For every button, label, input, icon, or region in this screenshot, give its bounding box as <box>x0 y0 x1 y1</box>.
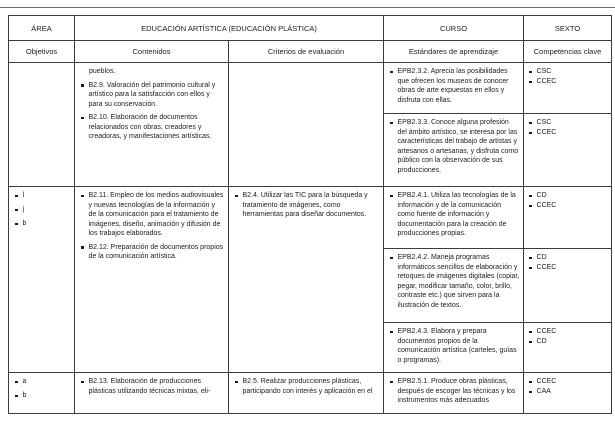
list-item-text: EPB2.4.3. Elabora y prepara documentos propios de la comunicación artística (carteles, guías o programas). <box>397 328 517 364</box>
list-item <box>529 128 607 138</box>
header-contenidos: Contenidos <box>75 41 229 63</box>
list-item <box>81 243 224 262</box>
competencias-list <box>529 253 607 273</box>
table-row <box>9 63 612 114</box>
list-item <box>81 377 224 396</box>
bullet-icon <box>15 195 18 198</box>
bullet-icon <box>529 195 532 198</box>
competencias-list <box>529 327 607 347</box>
list-item-text: CCEC <box>536 78 557 85</box>
bullet-icon <box>529 81 532 84</box>
contenidos-list <box>81 81 224 142</box>
list-item <box>529 67 607 77</box>
list-item-text: EPB2.3.3. Conoce alguna profesión del ámbito artístico, se interesa por las características del trabajo de artistas y artesanos o artesanas, y disfruta como público con la observación de sus producciones. <box>397 119 519 174</box>
list-item <box>15 377 70 387</box>
objetivos-cell <box>9 187 75 373</box>
list-item <box>529 337 607 347</box>
contenidos-continuation: pueblos. <box>89 68 116 75</box>
list-item <box>529 253 607 263</box>
criterios-list <box>235 377 379 396</box>
list-item <box>390 377 520 406</box>
list-item-text: CCEC <box>536 328 557 335</box>
list-item-text: B2.5. Realizar producciones plásticas, participando con interés y aplicación en el <box>242 378 373 395</box>
bullet-icon <box>15 223 18 226</box>
list-item <box>390 118 520 175</box>
list-item <box>81 81 224 110</box>
bullet-icon <box>15 381 18 384</box>
estandar-cell <box>384 323 524 373</box>
list-item-text: EPB2.5.1. Produce obras plásticas, después de escoger las técnicas y los instrumentos más adecuados <box>397 378 516 404</box>
bullet-icon <box>529 267 532 270</box>
list-item <box>529 118 607 128</box>
list-item-text: CSC <box>536 119 552 126</box>
bullet-icon <box>390 71 393 74</box>
header-area: ÁREA <box>9 16 75 41</box>
list-item <box>15 219 70 229</box>
competencias-list <box>529 191 607 211</box>
estandar-list <box>390 118 520 175</box>
list-item-text: CAA <box>536 388 551 395</box>
list-item <box>81 113 224 142</box>
list-item-text: EPB2.4.2. Maneja programas informáticos sencillos de elaboración y retoques de imágenes digitales (copiar, pegar, modificar tamaño, color, brillo, contraste etc.) que sirven para la ilustración de textos. <box>397 254 520 309</box>
list-item-text: CD <box>536 338 547 345</box>
list-item-text: EPB2.3.2. Aprecia las posibilidades que ofrecen los museos de conocer obras de arte expuestas en ellos y disfruta con ellas. <box>397 68 509 104</box>
estandar-list <box>390 191 520 239</box>
estandar-list <box>390 377 520 406</box>
bullet-icon <box>15 209 18 212</box>
list-item-text: j <box>22 206 25 213</box>
estandar-cell <box>384 187 524 249</box>
competencias-list <box>529 67 607 87</box>
contenidos-list <box>81 191 224 262</box>
estandar-cell <box>384 114 524 187</box>
table-header-row-2 <box>9 41 612 63</box>
estandar-list <box>390 253 520 310</box>
list-item <box>81 191 224 239</box>
estandar-cell <box>384 249 524 323</box>
page-top-rule <box>0 7 615 8</box>
bullet-icon <box>529 381 532 384</box>
contenidos-cell <box>75 373 229 414</box>
contenidos-cell <box>75 63 229 187</box>
list-item <box>529 201 607 211</box>
list-item-text: CCEC <box>536 378 557 385</box>
bullet-icon <box>529 331 532 334</box>
bullet-icon <box>529 71 532 74</box>
objetivos-list <box>15 377 70 401</box>
list-item <box>529 377 607 387</box>
estandar-cell <box>384 373 524 414</box>
list-item-text: B2.13. Elaboración de producciones plásticas utilizando técnicas mixtas, eli- <box>88 378 211 395</box>
header-sexto: SEXTO <box>524 16 612 41</box>
list-item-text: B2.10. Elaboración de documentos relacionados con obras, creadores y creadoras, y manifestaciones artísticas. <box>88 114 212 140</box>
bullet-icon <box>390 122 393 125</box>
bullet-icon <box>390 257 393 260</box>
header-competencias: Competencias clave <box>524 41 612 63</box>
list-item <box>15 391 70 401</box>
list-item-text: B2.4. Utilizar las TIC para la búsqueda y tratamiento de imágenes, como herramientas para diseñar documentos. <box>242 192 368 218</box>
header-estandares: Estándares de aprendizaje <box>384 41 524 63</box>
objetivos-cell <box>9 63 75 187</box>
list-item <box>235 191 379 220</box>
list-item <box>390 327 520 365</box>
list-item-text: CCEC <box>536 129 557 136</box>
bullet-icon <box>529 132 532 135</box>
competencias-cell <box>524 63 612 114</box>
curriculum-table <box>8 15 612 414</box>
contenidos-list <box>81 377 224 396</box>
competencias-list <box>529 118 607 138</box>
header-criterios: Criterios de evaluación <box>229 41 384 63</box>
header-curso: CURSO <box>384 16 524 41</box>
header-subject: EDUCACIÓN ARTÍSTICA (EDUCACIÓN PLÁSTICA) <box>75 16 384 41</box>
bullet-icon <box>529 341 532 344</box>
list-item-text: CCEC <box>536 202 557 209</box>
bullet-icon <box>529 205 532 208</box>
criterios-cell <box>229 63 384 187</box>
bullet-icon <box>529 122 532 125</box>
competencias-cell <box>524 373 612 414</box>
list-item-text: EPB2.4.1. Utiliza las tecnologías de la información y de la comunicación como fuente de información y documentación para la creación de producciones propias. <box>397 192 516 237</box>
list-item-text: B2.12. Preparación de documentos propios de la comunicación artística. <box>88 243 224 260</box>
bullet-icon <box>81 381 84 384</box>
bullet-icon <box>390 381 393 384</box>
competencias-cell <box>524 323 612 373</box>
bullet-icon <box>81 117 84 120</box>
bullet-icon <box>529 257 532 260</box>
objetivos-list <box>15 191 70 229</box>
list-item <box>235 377 379 396</box>
list-item-text: CCEC <box>536 264 557 271</box>
bullet-icon <box>81 246 84 249</box>
list-item <box>529 263 607 273</box>
table-header-row-1 <box>9 16 612 41</box>
list-item <box>390 191 520 239</box>
bullet-icon <box>15 395 18 398</box>
list-item <box>15 205 70 215</box>
estandar-cell <box>384 63 524 114</box>
list-item-text: B2.11. Empleo de los medios audiovisuales y nuevas tecnologías de la información y de la comunicación para el tratamiento de imágenes, diseño, animación y difusión de los trabajos elaborados. <box>88 192 224 237</box>
competencias-list <box>529 377 607 397</box>
list-item-text: CD <box>536 192 547 199</box>
competencias-cell <box>524 187 612 249</box>
criterios-list <box>235 191 379 220</box>
table-row <box>9 373 612 414</box>
list-item-text: B2.9. Valoración del patrimonio cultural y artístico para la satisfacción con ellos y para su conservación. <box>88 81 216 108</box>
list-item-text: CD <box>536 254 547 261</box>
list-item <box>529 327 607 337</box>
bullet-icon <box>390 195 393 198</box>
bullet-icon <box>235 195 238 198</box>
objetivos-cell <box>9 373 75 414</box>
list-item <box>529 191 607 201</box>
list-item-text: a <box>22 378 27 385</box>
table-row <box>9 187 612 249</box>
bullet-icon <box>81 84 84 87</box>
competencias-cell <box>524 114 612 187</box>
list-item-text: b <box>22 220 27 227</box>
criterios-cell <box>229 187 384 373</box>
list-item <box>390 67 520 105</box>
list-item <box>390 253 520 310</box>
criterios-cell <box>229 373 384 414</box>
competencias-cell <box>524 249 612 323</box>
list-item-text: b <box>22 392 27 399</box>
bullet-icon <box>390 331 393 334</box>
list-item <box>529 77 607 87</box>
list-item <box>529 387 607 397</box>
estandar-list <box>390 67 520 105</box>
bullet-icon <box>235 381 238 384</box>
list-item <box>15 191 70 201</box>
estandar-list <box>390 327 520 365</box>
bullet-icon <box>81 195 84 198</box>
list-item-text: CSC <box>536 68 552 75</box>
contenidos-cell <box>75 187 229 373</box>
bullet-icon <box>529 391 532 394</box>
header-objetivos: Objetivos <box>9 41 75 63</box>
list-item-text: l <box>22 192 25 199</box>
